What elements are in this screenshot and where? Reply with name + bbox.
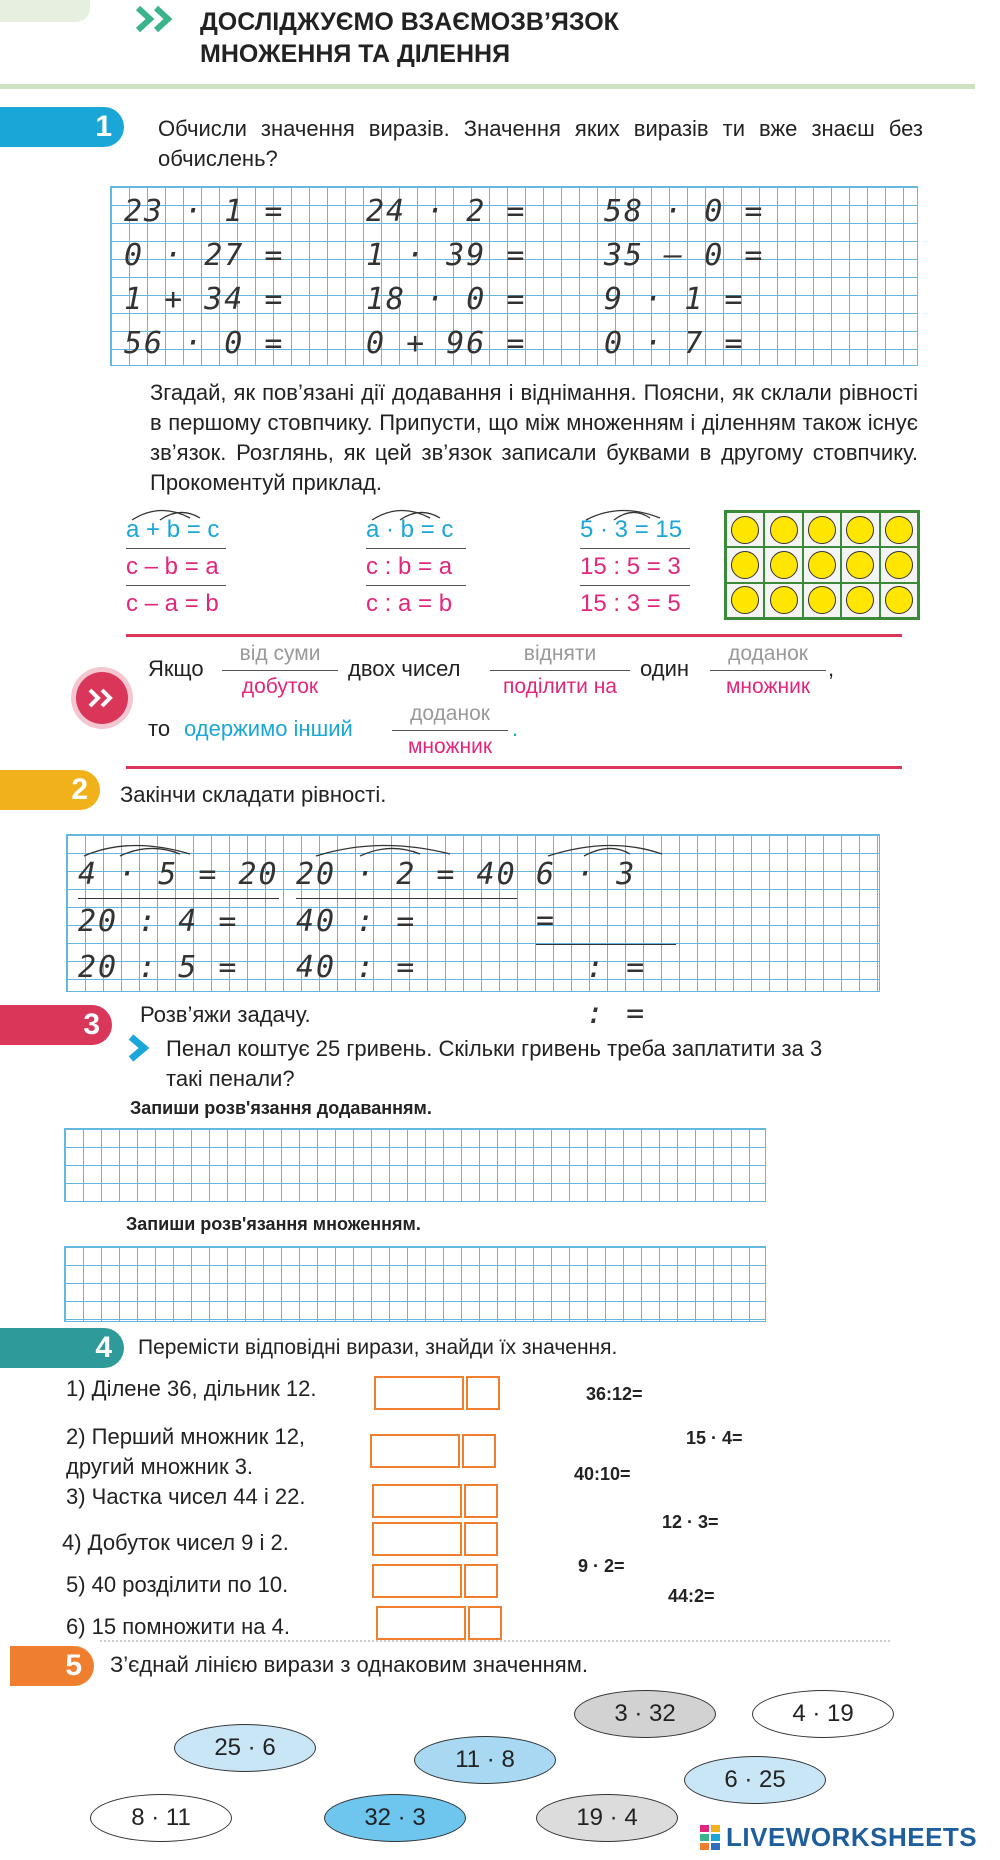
double-chevron-icon (136, 4, 182, 39)
draggable-expression[interactable]: 36:12= (586, 1384, 643, 1404)
oval-expression[interactable]: 4 · 19 (752, 1690, 894, 1738)
task-1-badge: 1 (0, 107, 124, 147)
yellow-circle (841, 512, 879, 547)
task-1-col-3 (604, 190, 765, 366)
draggable-expression[interactable]: 12 · 3= (662, 1512, 719, 1532)
expr: 0 + 96 = (366, 326, 527, 361)
chevron-right-icon (126, 1034, 152, 1067)
yellow-circle (726, 547, 764, 582)
expr[interactable]: : = (586, 950, 647, 985)
choice-top[interactable]: доданок (392, 702, 508, 731)
task-3-problem: Пенал коштує 25 гривень. Скільки гривень треба заплатити за 3 такі пенали? (166, 1036, 823, 1091)
circle-dot (885, 586, 913, 614)
yellow-circle (841, 583, 879, 618)
formula-line: c : b = a (366, 549, 466, 586)
oval-expression[interactable]: 32 · 3 (324, 1794, 466, 1842)
oval-expression[interactable]: 25 · 6 (174, 1724, 316, 1772)
task-2-instruction: Закінчи складати рівності. (120, 782, 387, 807)
task-4-instruction: Перемісти відповідні вирази, знайди їх значення. (138, 1336, 618, 1359)
expr: 24 · 2 = (366, 194, 527, 229)
rule-comma: , (828, 656, 835, 681)
task-2-badge: 2 (0, 770, 100, 810)
choice-3[interactable] (710, 642, 826, 699)
yellow-circle (841, 547, 879, 582)
formula-line: c – a = b (126, 590, 219, 617)
expr[interactable]: 20 : 5 = (78, 950, 239, 985)
task-5-dotted-line (100, 1640, 890, 1642)
choice-bottom[interactable]: множник (725, 675, 811, 698)
yellow-circle (803, 547, 841, 582)
expr: 56 · 0 = (124, 326, 285, 361)
choice-bottom[interactable]: множник (407, 735, 493, 758)
task-3-badge: 3 (0, 1005, 112, 1045)
task-5-instruction: З’єднай лінією вирази з однаковим значенням. (110, 1652, 588, 1677)
task-4-item: 2) Перший множник 12, другий множник 3. (66, 1424, 306, 1479)
answer-expr-box[interactable] (372, 1484, 462, 1518)
draggable-expression[interactable]: 9 · 2= (578, 1556, 625, 1576)
yellow-circle (803, 512, 841, 547)
answer-expr-box[interactable] (374, 1376, 464, 1410)
circle-dot (731, 516, 759, 544)
rule-word: Якщо (148, 656, 204, 681)
liveworksheets-logo (700, 1822, 977, 1853)
yellow-circle (803, 583, 841, 618)
oval-expression[interactable]: 19 · 4 (536, 1794, 678, 1842)
yellow-circle (764, 547, 802, 582)
formula-line: a · b = c (366, 512, 466, 549)
answer-value-box[interactable] (468, 1606, 502, 1640)
circle-dot (808, 516, 836, 544)
addition-formulas (126, 512, 226, 622)
task-2-col-2 (296, 852, 517, 991)
expr: 9 · 1 = (604, 282, 745, 317)
rule-word: один (640, 656, 690, 681)
rule-bottom-line (126, 766, 902, 769)
circle-dot (808, 551, 836, 579)
choice-top[interactable]: відняти (490, 642, 630, 671)
rule-top-line (126, 634, 902, 637)
oval-expression[interactable]: 11 · 8 (414, 1736, 556, 1784)
expr[interactable]: : = (586, 996, 647, 1031)
circle-dot (731, 586, 759, 614)
expr: 6 · 3 = (536, 852, 676, 945)
draggable-expression[interactable]: 15 · 4= (686, 1428, 743, 1448)
draggable-expression[interactable]: 44:2= (668, 1586, 715, 1606)
expr: 20 · 2 = 40 (296, 852, 517, 899)
mul-solution-grid[interactable] (64, 1246, 766, 1322)
task-4-item: 6) 15 помножити на 4. (66, 1614, 290, 1639)
yellow-circle (726, 512, 764, 547)
choice-bottom[interactable]: добуток (241, 675, 319, 698)
mul-solution-label: Запиши розв'язання множенням. (126, 1214, 421, 1234)
formula-line: c – b = a (126, 549, 226, 586)
circle-dot (770, 551, 798, 579)
expr[interactable]: 40 : = (296, 904, 417, 939)
task-1-explanation: Згадай, як пов’язані дії додавання і віднімання. Поясни, як склали рівності в першому стовпчику. Припусти, що між множенням і діленням також існує зв’язок. Розглянь, як цей зв’язок записали буквами в другому стовпчику. Прокоментуй приклад. (150, 380, 918, 495)
answer-expr-box[interactable] (372, 1564, 462, 1598)
header-divider (0, 84, 975, 89)
page-title: ДОСЛІДЖУЄМО ВЗАЄМОЗВ’ЯЗОК МНОЖЕННЯ ТА ДІЛЕННЯ (200, 8, 619, 68)
circle-array (724, 510, 920, 620)
circle-dot (808, 586, 836, 614)
logo-text: LIVEWORKSHEETS (726, 1822, 978, 1852)
circle-dot (885, 516, 913, 544)
rule-word: одержимо інший (184, 716, 353, 741)
task-4-item: 4) Добуток чисел 9 і 2. (62, 1530, 289, 1555)
formula-arcs (120, 500, 720, 524)
oval-expression[interactable]: 8 · 11 (90, 1794, 232, 1842)
choice-top[interactable]: від суми (222, 642, 338, 671)
formula-line: 15 : 3 = 5 (580, 590, 681, 617)
task-1-instruction: Обчисли значення виразів. Значення яких виразів ти вже знаєш без обчислень? (158, 116, 923, 171)
rule-dot: . (512, 716, 519, 741)
circle-dot (846, 586, 874, 614)
task-3-instruction: Розв’яжи задачу. (140, 1002, 311, 1027)
answer-value-box[interactable] (466, 1376, 500, 1410)
multiplication-formulas (366, 512, 466, 622)
add-solution-grid[interactable] (64, 1128, 766, 1202)
draggable-expression[interactable]: 40:10= (574, 1464, 631, 1484)
rule-word: то (148, 716, 171, 741)
formula-line: 5 · 3 = 15 (580, 512, 690, 549)
expr: 1 + 34 = (124, 282, 285, 317)
yellow-circle (880, 547, 918, 582)
example-formulas (580, 512, 690, 622)
add-solution-label: Запиши розв'язання додаванням. (130, 1098, 432, 1118)
circle-dot (846, 516, 874, 544)
choice-1[interactable] (222, 642, 338, 699)
circle-dot (846, 551, 874, 579)
expr: 4 · 5 = 20 (78, 852, 279, 899)
formula-line: a + b = c (126, 512, 226, 549)
oval-expression[interactable]: 3 · 32 (574, 1690, 716, 1738)
answer-value-box[interactable] (464, 1522, 498, 1556)
yellow-circle (764, 512, 802, 547)
task-1-col-2 (366, 190, 527, 366)
expr[interactable]: 40 : = (296, 950, 417, 985)
expr: 0 · 7 = (604, 326, 745, 361)
yellow-circle (764, 583, 802, 618)
header-tab (0, 0, 90, 22)
yellow-circle (726, 583, 764, 618)
expr: 1 · 39 = (366, 238, 527, 273)
expr: 58 · 0 = (604, 194, 765, 229)
oval-expression[interactable]: 6 · 25 (684, 1756, 826, 1804)
choice-bottom[interactable]: поділити на (503, 675, 617, 698)
choice-2[interactable] (490, 642, 630, 699)
choice-top[interactable]: доданок (710, 642, 826, 671)
formula-line: 15 : 5 = 3 (580, 549, 690, 586)
task-4-item: 1) Ділене 36, дільник 12. (66, 1376, 317, 1401)
rule-icon (76, 672, 128, 724)
task-5-badge: 5 (10, 1646, 94, 1686)
task-2-arcs (70, 836, 710, 860)
choice-4[interactable] (392, 702, 508, 759)
circle-dot (770, 586, 798, 614)
answer-expr-box[interactable] (376, 1606, 466, 1640)
task-4-item: 5) 40 розділити по 10. (66, 1572, 289, 1597)
expr: 35 – 0 = (604, 238, 765, 273)
circle-dot (885, 551, 913, 579)
task-2-col-3 (536, 852, 676, 1037)
task-4-item: 3) Частка чисел 44 і 22. (66, 1484, 306, 1509)
expr: 0 · 27 = (124, 238, 285, 273)
answer-expr-box[interactable] (372, 1522, 462, 1556)
answer-expr-box[interactable] (370, 1434, 460, 1468)
yellow-circle (880, 583, 918, 618)
expr[interactable]: 20 : 4 = (78, 904, 239, 939)
answer-value-box[interactable] (464, 1564, 498, 1598)
task-1-col-1 (124, 190, 285, 366)
yellow-circle (880, 512, 918, 547)
rule-word: двох чисел (348, 656, 461, 681)
answer-value-box[interactable] (464, 1484, 498, 1518)
circle-dot (770, 516, 798, 544)
task-2-col-1 (78, 852, 279, 991)
answer-value-box[interactable] (462, 1434, 496, 1468)
logo-icon (700, 1825, 722, 1851)
circle-dot (731, 551, 759, 579)
task-4-badge: 4 (0, 1328, 124, 1368)
expr: 23 · 1 = (124, 194, 285, 229)
expr: 18 · 0 = (366, 282, 527, 317)
formula-line: c : a = b (366, 590, 453, 617)
